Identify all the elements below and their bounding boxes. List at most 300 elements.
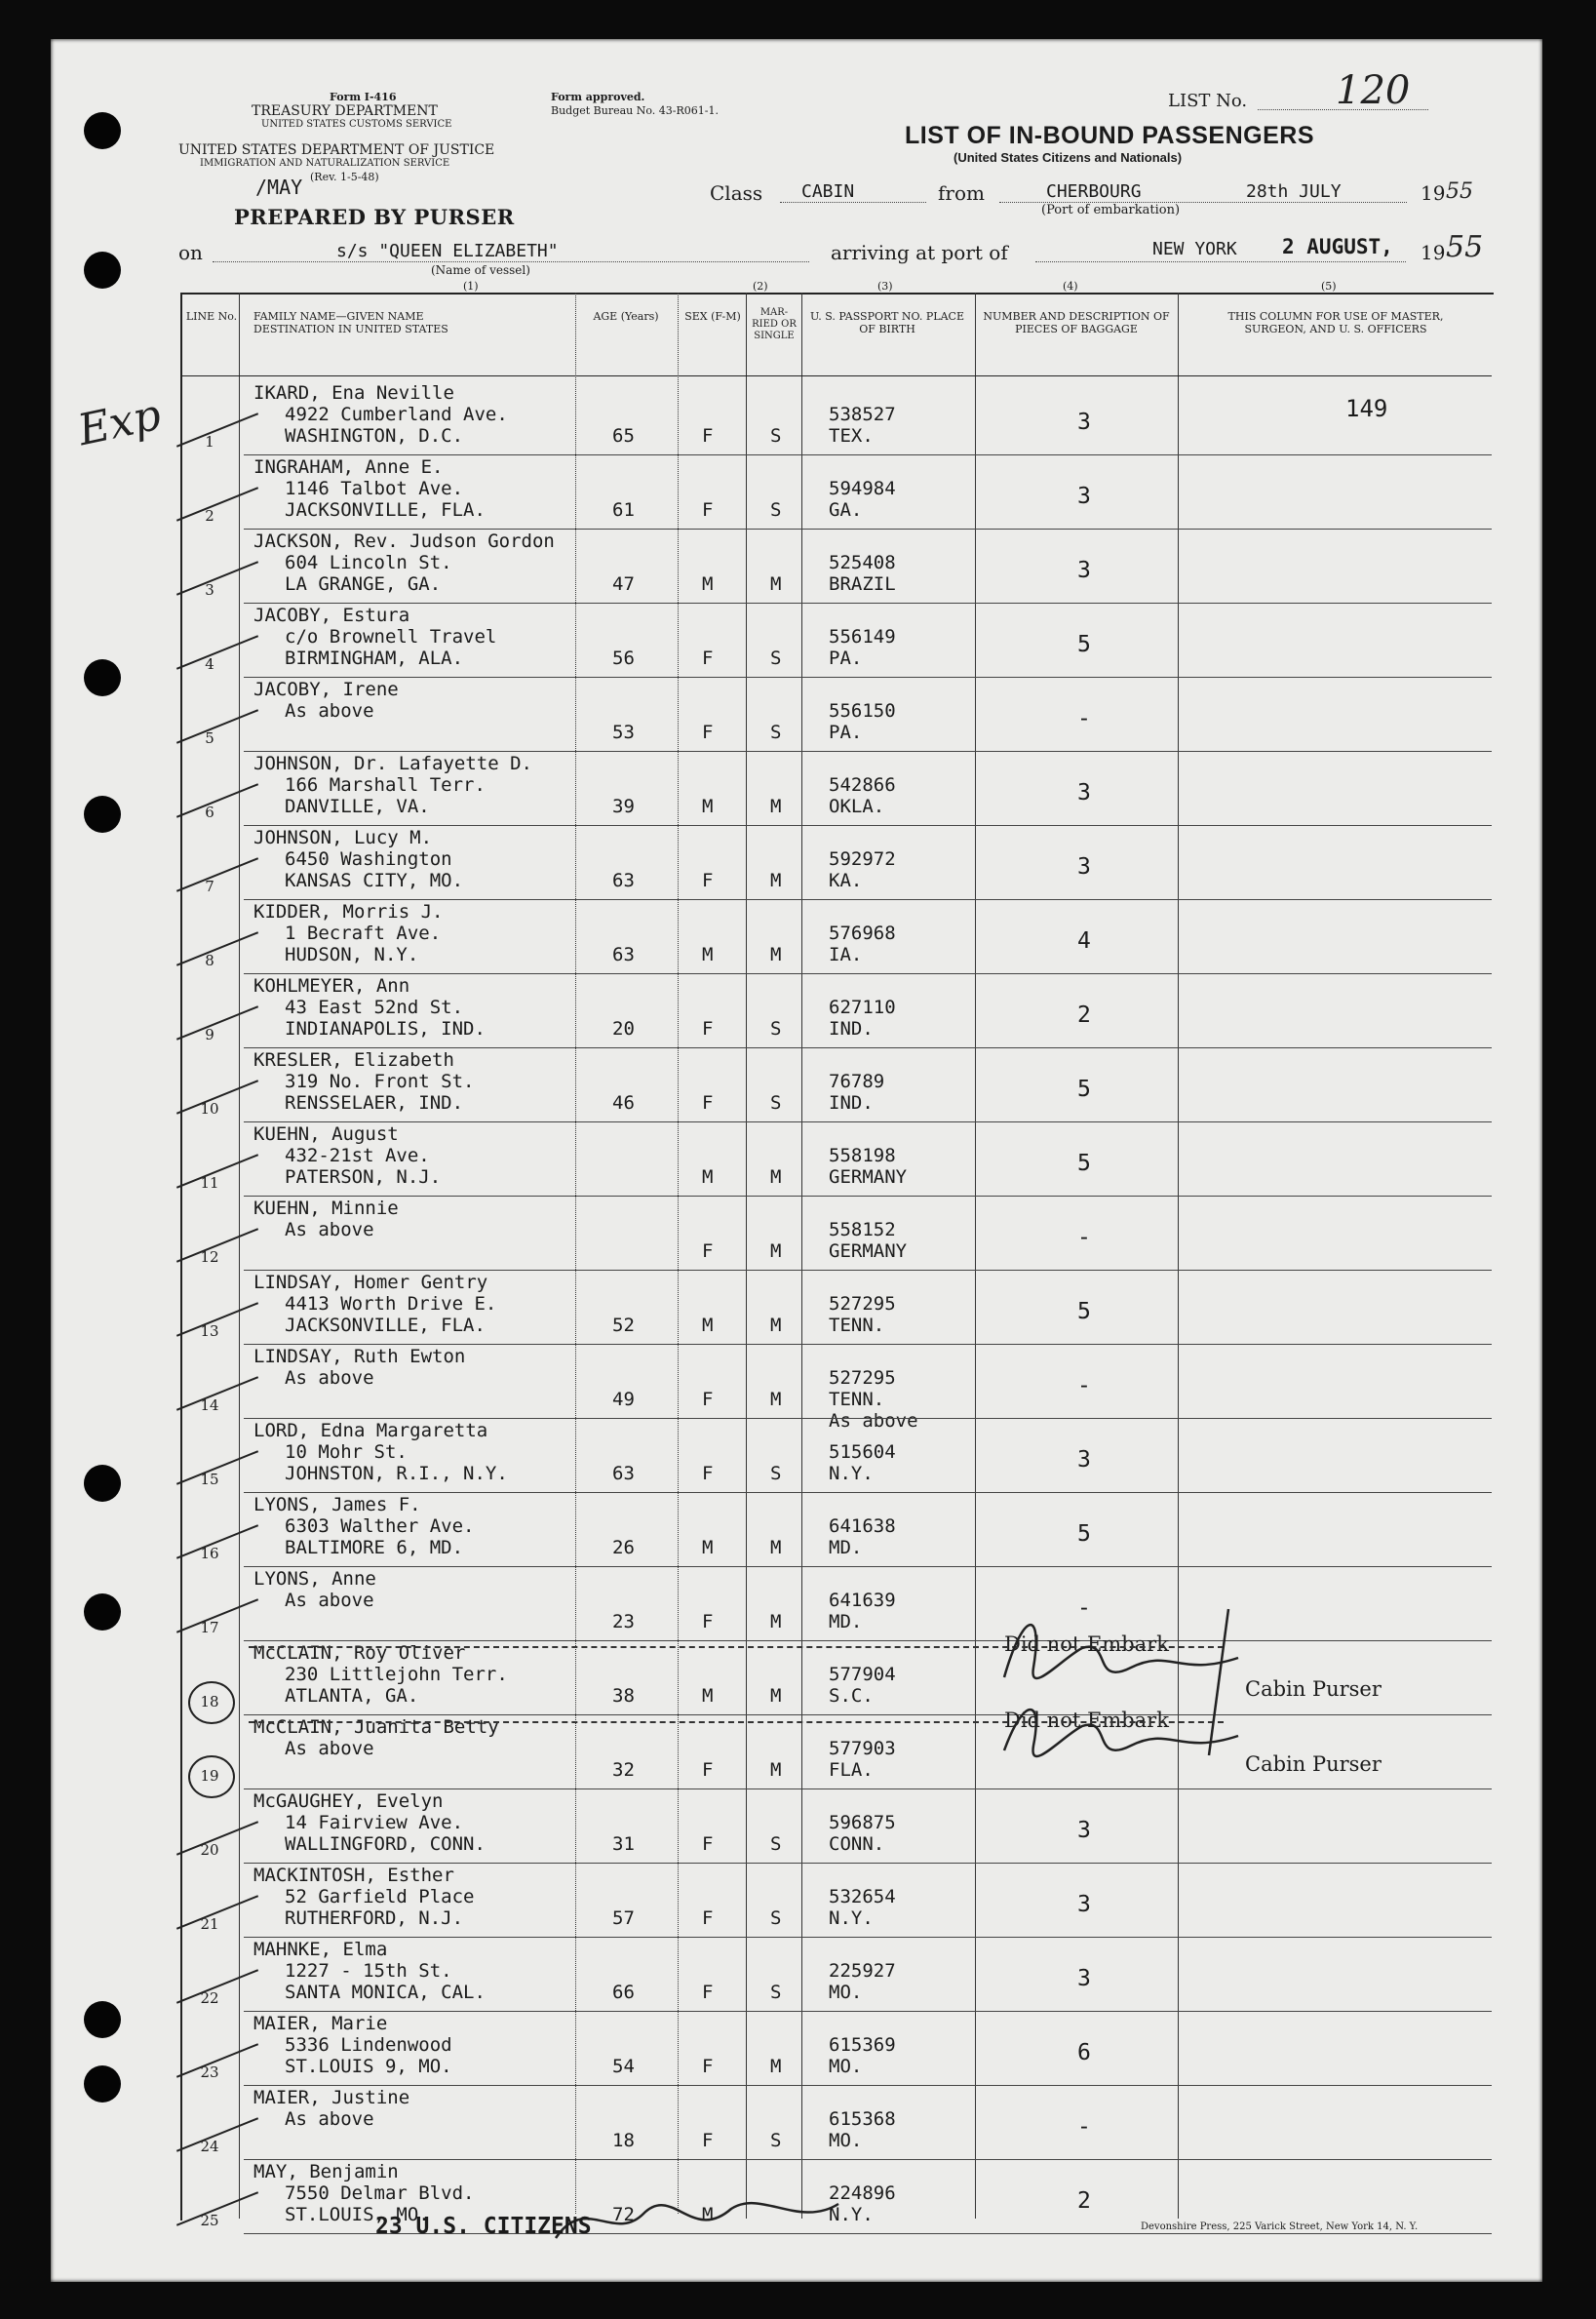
passenger-name: IKARD, Ena Neville	[253, 382, 454, 404]
passenger-line-number: 10	[200, 1100, 219, 1118]
row-divider	[244, 899, 1492, 900]
col-header-name: FAMILY NAME—GIVEN NAME DESTINATION IN UNITED STATES	[253, 310, 448, 335]
passenger-city: BALTIMORE 6, MD.	[285, 1537, 464, 1558]
passport-number: 558198	[829, 1145, 896, 1166]
col-header-age: AGE (Years)	[593, 310, 659, 323]
passenger-marital-status: M	[770, 2056, 782, 2077]
col-header-baggage: NUMBER AND DESCRIPTION OF PIECES OF BAGGAGE	[983, 310, 1170, 335]
table-row	[0, 1790, 1596, 1865]
passenger-city: JACKSONVILLE, FLA.	[285, 1315, 486, 1336]
table-row	[0, 1123, 1596, 1198]
passenger-city: WALLINGFORD, CONN.	[285, 1833, 486, 1855]
passport-number: 525408	[829, 552, 896, 573]
place-of-birth: GA.	[829, 499, 863, 521]
passenger-marital-status: S	[770, 1463, 782, 1484]
col-num-4: (4)	[1063, 280, 1078, 293]
passenger-marital-status: S	[770, 722, 782, 743]
col-header-officers: THIS COLUMN FOR USE OF MASTER, SURGEON, AND U. S. OFFICERS	[1227, 310, 1444, 335]
passenger-city: LA GRANGE, GA.	[285, 573, 442, 595]
from-label: from	[938, 181, 985, 205]
passenger-line-number: 2	[205, 507, 214, 525]
col-num-3: (3)	[877, 280, 893, 293]
form-number: Form I-416	[330, 91, 397, 103]
passenger-address: 6303 Walther Ave.	[285, 1515, 475, 1537]
baggage-count: 3	[1077, 1966, 1091, 1991]
passenger-sex: F	[702, 722, 714, 743]
passport-number: 224896	[829, 2182, 896, 2204]
passenger-city: ATLANTA, GA.	[285, 1685, 419, 1707]
row-divider	[244, 1640, 1492, 1641]
table-row	[0, 1049, 1596, 1123]
passenger-name: KUEHN, Minnie	[253, 1198, 399, 1219]
passenger-marital-status: M	[770, 1166, 782, 1188]
passport-number: 615369	[829, 2034, 896, 2056]
passenger-marital-status: M	[770, 1315, 782, 1336]
baggage-count: 5	[1077, 1299, 1091, 1324]
passenger-age: 57	[612, 1907, 635, 1929]
passenger-age: 66	[612, 1982, 635, 2003]
passenger-sex: F	[702, 1833, 714, 1855]
passport-number: 556150	[829, 700, 896, 722]
vessel-caption: (Name of vessel)	[431, 263, 530, 277]
place-of-birth: BRAZIL	[829, 573, 896, 595]
passport-number: 538527	[829, 404, 896, 425]
place-of-birth: OKLA.	[829, 796, 885, 817]
passenger-name: MAIER, Marie	[253, 2013, 388, 2034]
arrival-year-prefix: 19	[1421, 241, 1446, 264]
row-divider	[244, 1418, 1492, 1419]
row-divider	[244, 1047, 1492, 1048]
place-of-birth: PA.	[829, 648, 863, 669]
passenger-marital-status: M	[770, 944, 782, 965]
baggage-count: 3	[1077, 1447, 1091, 1473]
passenger-line-number: 21	[200, 1915, 219, 1933]
passenger-sex: F	[702, 1611, 714, 1632]
passport-number: 615368	[829, 2108, 896, 2130]
place-of-birth: MO.	[829, 1982, 863, 2003]
passenger-city: JACKSONVILLE, FLA.	[285, 499, 486, 521]
passenger-sex: F	[702, 1463, 714, 1484]
passenger-line-number: 15	[200, 1471, 219, 1488]
passenger-line-number: 19	[200, 1767, 219, 1785]
binder-hole	[84, 112, 121, 149]
embark-year-prefix: 19	[1421, 181, 1446, 205]
passenger-address: 52 Garfield Place	[285, 1886, 475, 1907]
passenger-sex: F	[702, 1389, 714, 1410]
passenger-sex: F	[702, 2130, 714, 2151]
passenger-address: 1 Becraft Ave.	[285, 923, 442, 944]
place-of-birth: GERMANY	[829, 1240, 908, 1262]
row-divider	[244, 454, 1492, 455]
table-row	[0, 753, 1596, 827]
passenger-line-number: 5	[205, 729, 214, 747]
passenger-name: MAIER, Justine	[253, 2087, 410, 2108]
passenger-age: 46	[612, 1092, 635, 1114]
passenger-line-number: 25	[200, 2212, 219, 2229]
baggage-count: 3	[1077, 854, 1091, 880]
passenger-marital-status: M	[770, 1537, 782, 1558]
passenger-address: As above	[285, 1367, 374, 1389]
passenger-name: JACOBY, Irene	[253, 679, 399, 700]
place-of-birth: MO.	[829, 2056, 863, 2077]
passenger-line-number: 17	[200, 1619, 219, 1636]
passenger-marital-status: S	[770, 1982, 782, 2003]
passenger-age: 61	[612, 499, 635, 521]
passenger-sex: F	[702, 499, 714, 521]
passenger-address: As above	[285, 1219, 374, 1240]
passenger-city: WASHINGTON, D.C.	[285, 425, 464, 447]
passport-number: 76789	[829, 1071, 885, 1092]
passport-number: 576968	[829, 923, 896, 944]
budget-bureau: Budget Bureau No. 43-R061-1.	[551, 104, 720, 117]
passenger-line-number: 3	[205, 581, 214, 599]
col-header-sex: SEX (F-M)	[684, 310, 741, 323]
passenger-marital-status: M	[770, 870, 782, 891]
place-of-birth: PA.	[829, 722, 863, 743]
passport-number: 556149	[829, 626, 896, 648]
baggage-count: -	[1077, 1225, 1091, 1250]
passenger-address: As above	[285, 2108, 374, 2130]
passenger-line-number: 9	[205, 1026, 214, 1043]
passport-number: 515604	[829, 1441, 896, 1463]
table-row	[0, 827, 1596, 901]
row-divider	[244, 1121, 1492, 1122]
passenger-line-number: 4	[205, 655, 214, 673]
passenger-name: LINDSAY, Homer Gentry	[253, 1272, 488, 1293]
place-of-birth-note: As above	[829, 1410, 918, 1432]
passenger-city: HUDSON, N.Y.	[285, 944, 419, 965]
baggage-count: -	[1077, 1373, 1091, 1398]
passenger-address: 4922 Cumberland Ave.	[285, 404, 508, 425]
passenger-name: MAHNKE, Elma	[253, 1939, 388, 1960]
officer-signature	[546, 2184, 858, 2253]
table-row	[0, 1494, 1596, 1568]
passenger-line-number: 1	[205, 433, 214, 451]
row-divider	[244, 2085, 1492, 2086]
passenger-name: MAY, Benjamin	[253, 2161, 399, 2182]
row-divider	[244, 973, 1492, 974]
passenger-city: ST.LOUIS 9, MO.	[285, 2056, 452, 2077]
row-divider	[244, 1492, 1492, 1493]
cabin-purser-18: Cabin Purser	[1245, 1677, 1382, 1701]
passenger-age: 32	[612, 1759, 635, 1781]
passport-number: 558152	[829, 1219, 896, 1240]
passenger-sex: F	[702, 1759, 714, 1781]
passenger-address: As above	[285, 700, 374, 722]
treasury-dept: TREASURY DEPARTMENT	[252, 103, 438, 119]
baggage-count: 3	[1077, 1892, 1091, 1917]
passenger-age: 23	[612, 1611, 635, 1632]
passenger-address: 1227 - 15th St.	[285, 1960, 452, 1982]
passport-number: 641639	[829, 1590, 896, 1611]
passenger-marital-status: S	[770, 1907, 782, 1929]
passenger-marital-status: M	[770, 1685, 782, 1707]
passenger-age: 53	[612, 722, 635, 743]
baggage-count: 6	[1077, 2040, 1091, 2065]
customs-service: UNITED STATES CUSTOMS SERVICE	[261, 119, 452, 130]
col-num-1: (1)	[463, 280, 479, 293]
embark-date: 28th JULY	[1246, 181, 1342, 202]
row-divider	[244, 2011, 1492, 2012]
passenger-line-number: 13	[200, 1322, 219, 1340]
baggage-count: 5	[1077, 1521, 1091, 1547]
passenger-address: 14 Fairview Ave.	[285, 1812, 464, 1833]
passenger-city: RUTHERFORD, N.J.	[285, 1907, 464, 1929]
col-header-married: MAR-RIED OR SINGLE	[752, 307, 797, 341]
passenger-sex: F	[702, 1018, 714, 1040]
place-of-birth: N.Y.	[829, 1463, 874, 1484]
passport-number: 577904	[829, 1664, 896, 1685]
passenger-city: DANVILLE, VA.	[285, 796, 430, 817]
ins-service: IMMIGRATION AND NATURALIZATION SERVICE	[200, 158, 450, 169]
passenger-age: 56	[612, 648, 635, 669]
row-divider	[244, 603, 1492, 604]
vessel-name: s/s "QUEEN ELIZABETH"	[336, 241, 559, 261]
passenger-marital-status: M	[770, 1389, 782, 1410]
passenger-age: 31	[612, 1833, 635, 1855]
passenger-line-number: 23	[200, 2064, 219, 2081]
passenger-name: McCLAIN, Roy Oliver	[253, 1642, 466, 1664]
passenger-line-number: 14	[200, 1396, 219, 1414]
passenger-name: KIDDER, Morris J.	[253, 901, 444, 923]
passenger-age: 49	[612, 1389, 635, 1410]
list-number: 120	[1336, 68, 1411, 113]
passenger-age: 26	[612, 1537, 635, 1558]
passenger-marital-status: M	[770, 796, 782, 817]
table-row	[0, 605, 1596, 679]
baggage-count: 3	[1077, 558, 1091, 583]
passenger-line-number: 16	[200, 1545, 219, 1562]
passenger-address: 5336 Lindenwood	[285, 2034, 452, 2056]
passenger-name: KRESLER, Elizabeth	[253, 1049, 454, 1071]
passenger-name: JOHNSON, Lucy M.	[253, 827, 433, 848]
passenger-marital-status: S	[770, 1833, 782, 1855]
passenger-sex: M	[702, 944, 714, 965]
baggage-count: 5	[1077, 632, 1091, 657]
passenger-age: 20	[612, 1018, 635, 1040]
passenger-city: RENSSELAER, IND.	[285, 1092, 464, 1114]
passenger-line-number: 20	[200, 1841, 219, 1859]
passenger-city: BIRMINGHAM, ALA.	[285, 648, 464, 669]
page-subtitle: (United States Citizens and Nationals)	[954, 150, 1183, 165]
passenger-address: 230 Littlejohn Terr.	[285, 1664, 508, 1685]
col-num-5: (5)	[1321, 280, 1337, 293]
table-row	[0, 975, 1596, 1049]
passenger-sex: M	[702, 796, 714, 817]
place-of-birth: MD.	[829, 1611, 863, 1632]
baggage-count: 4	[1077, 928, 1091, 954]
baggage-count: -	[1077, 2114, 1091, 2140]
passport-number: 527295	[829, 1293, 896, 1315]
row-divider	[244, 677, 1492, 678]
passenger-address: As above	[285, 1738, 374, 1759]
place-of-birth: IA.	[829, 944, 863, 965]
place-of-birth: GERMANY	[829, 1166, 908, 1188]
passenger-name: INGRAHAM, Anne E.	[253, 456, 444, 478]
justice-dept: UNITED STATES DEPARTMENT OF JUSTICE	[178, 142, 495, 158]
place-of-birth: TENN.	[829, 1389, 885, 1410]
passenger-name: McCLAIN, Juanita Betty	[253, 1716, 499, 1738]
passenger-city: PATERSON, N.J.	[285, 1166, 442, 1188]
passport-number: 627110	[829, 997, 896, 1018]
place-of-birth: IND.	[829, 1018, 874, 1040]
passenger-sex: F	[702, 1907, 714, 1929]
place-of-birth: S.C.	[829, 1685, 874, 1707]
table-row	[0, 1420, 1596, 1494]
passenger-city: KANSAS CITY, MO.	[285, 870, 464, 891]
passport-number: 527295	[829, 1367, 896, 1389]
page-title: LIST OF IN-BOUND PASSENGERS	[905, 122, 1315, 149]
passenger-marital-status: M	[770, 573, 782, 595]
list-no-label: LIST No.	[1168, 91, 1248, 111]
passenger-name: LYONS, James F.	[253, 1494, 421, 1515]
passenger-address: 1146 Talbot Ave.	[285, 478, 464, 499]
purser-signature	[985, 1590, 1277, 1785]
baggage-count: -	[1077, 706, 1091, 731]
passenger-line-number: 11	[200, 1174, 219, 1192]
place-of-birth: MO.	[829, 2130, 863, 2151]
passport-number: 592972	[829, 848, 896, 870]
passenger-sex: M	[702, 1537, 714, 1558]
passenger-age: 63	[612, 1463, 635, 1484]
table-row	[0, 456, 1596, 531]
table-row	[0, 531, 1596, 605]
passenger-sex: F	[702, 648, 714, 669]
cabin-purser-19: Cabin Purser	[1245, 1752, 1382, 1776]
prefix-mark: /MAY	[255, 176, 303, 199]
embark-caption: (Port of embarkation)	[1041, 203, 1181, 217]
passenger-address: 4413 Worth Drive E.	[285, 1293, 497, 1315]
passenger-address: c/o Brownell Travel	[285, 626, 497, 648]
passenger-name: KOHLMEYER, Ann	[253, 975, 410, 997]
baggage-count: 3	[1077, 780, 1091, 806]
class-label: Class	[710, 181, 763, 205]
on-label: on	[178, 241, 203, 264]
row-divider	[244, 1344, 1492, 1345]
passenger-marital-status: M	[770, 1759, 782, 1781]
table-row	[0, 1865, 1596, 1939]
passenger-name: MACKINTOSH, Esther	[253, 1865, 454, 1886]
row-divider	[244, 1714, 1492, 1715]
did-not-embark-18: Did not Embark	[1004, 1632, 1169, 1656]
row-divider	[244, 751, 1492, 752]
row-divider	[244, 1196, 1492, 1197]
col-num-2: (2)	[753, 280, 768, 293]
passport-number: 594984	[829, 478, 896, 499]
printer-imprint: Devonshire Press, 225 Varick Street, New York 14, N. Y.	[1141, 2221, 1419, 2232]
officer-note: 149	[1345, 395, 1388, 422]
passenger-name: McGAUGHEY, Evelyn	[253, 1790, 444, 1812]
passenger-age: 54	[612, 2056, 635, 2077]
passenger-sex: M	[702, 1166, 714, 1188]
row-divider	[244, 1270, 1492, 1271]
passenger-line-number: 7	[205, 878, 214, 895]
passenger-line-number: 8	[205, 952, 214, 969]
passenger-city: ST.LOUIS, MO.	[285, 2204, 430, 2225]
arrival-date: 2 AUGUST,	[1282, 235, 1393, 258]
passport-number: 542866	[829, 774, 896, 796]
embark-port: CHERBOURG	[1046, 181, 1142, 202]
passenger-marital-status: M	[770, 1240, 782, 1262]
table-row	[0, 679, 1596, 753]
passenger-name: JACKSON, Rev. Judson Gordon	[253, 531, 555, 552]
did-not-embark-19: Did not Embark	[1004, 1709, 1169, 1732]
passenger-address: As above	[285, 1590, 374, 1611]
passenger-address: 166 Marshall Terr.	[285, 774, 486, 796]
col-header-passport: U. S. PASSPORT NO. PLACE OF BIRTH	[809, 310, 965, 335]
table-row	[0, 1198, 1596, 1272]
form-approved: Form approved.	[551, 91, 645, 103]
passenger-name: JOHNSON, Dr. Lafayette D.	[253, 753, 532, 774]
passenger-address: 10 Mohr St.	[285, 1441, 408, 1463]
passenger-line-number: 22	[200, 1989, 219, 2007]
passenger-sex: F	[702, 1982, 714, 2003]
passenger-age: 63	[612, 870, 635, 891]
passport-number: 532654	[829, 1886, 896, 1907]
passenger-address: 432-21st Ave.	[285, 1145, 430, 1166]
passenger-line-number: 18	[200, 1693, 219, 1710]
passenger-sex: M	[702, 573, 714, 595]
passenger-address: 604 Lincoln St.	[285, 552, 452, 573]
passenger-sex: F	[702, 2056, 714, 2077]
place-of-birth: N.Y.	[829, 2204, 874, 2225]
place-of-birth: MD.	[829, 1537, 863, 1558]
passenger-address: 43 East 52nd St.	[285, 997, 464, 1018]
place-of-birth: FLA.	[829, 1759, 874, 1781]
row-divider	[244, 1863, 1492, 1864]
table-row	[0, 2087, 1596, 2161]
passenger-name: LYONS, Anne	[253, 1568, 376, 1590]
place-of-birth: TEX.	[829, 425, 874, 447]
passenger-address: 6450 Washington	[285, 848, 452, 870]
passenger-sex: F	[702, 1240, 714, 1262]
passenger-age: 47	[612, 573, 635, 595]
passenger-marital-status: S	[770, 1092, 782, 1114]
baggage-count: -	[1077, 1595, 1091, 1621]
passenger-sex: F	[702, 870, 714, 891]
passenger-city: SANTA MONICA, CAL.	[285, 1982, 486, 2003]
passenger-address: 319 No. Front St.	[285, 1071, 475, 1092]
margin-note: Exp	[73, 389, 166, 456]
passenger-marital-status: M	[770, 1611, 782, 1632]
passenger-sex: M	[702, 2204, 714, 2225]
place-of-birth: KA.	[829, 870, 863, 891]
place-of-birth: N.Y.	[829, 1907, 874, 1929]
passenger-marital-status: S	[770, 648, 782, 669]
passenger-line-number: 24	[200, 2138, 219, 2155]
passenger-marital-status: S	[770, 499, 782, 521]
row-divider	[244, 825, 1492, 826]
baggage-count: 2	[1077, 2188, 1091, 2214]
baggage-count: 3	[1077, 484, 1091, 509]
passenger-sex: M	[702, 1685, 714, 1707]
passenger-age: 18	[612, 2130, 635, 2151]
row-divider	[244, 1937, 1492, 1938]
passenger-age: 63	[612, 944, 635, 965]
arrival-year: 55	[1446, 230, 1484, 264]
place-of-birth: TENN.	[829, 1315, 885, 1336]
passenger-age: 39	[612, 796, 635, 817]
passport-number: 577903	[829, 1738, 896, 1759]
passenger-city: INDIANAPOLIS, IND.	[285, 1018, 486, 1040]
passport-number: 641638	[829, 1515, 896, 1537]
embark-year: 55	[1446, 179, 1473, 204]
passenger-city: JOHNSTON, R.I., N.Y.	[285, 1463, 508, 1484]
passport-number: 596875	[829, 1812, 896, 1833]
prepared-by: PREPARED BY PURSER	[234, 205, 515, 229]
table-row	[0, 1939, 1596, 2013]
table-row	[0, 901, 1596, 975]
